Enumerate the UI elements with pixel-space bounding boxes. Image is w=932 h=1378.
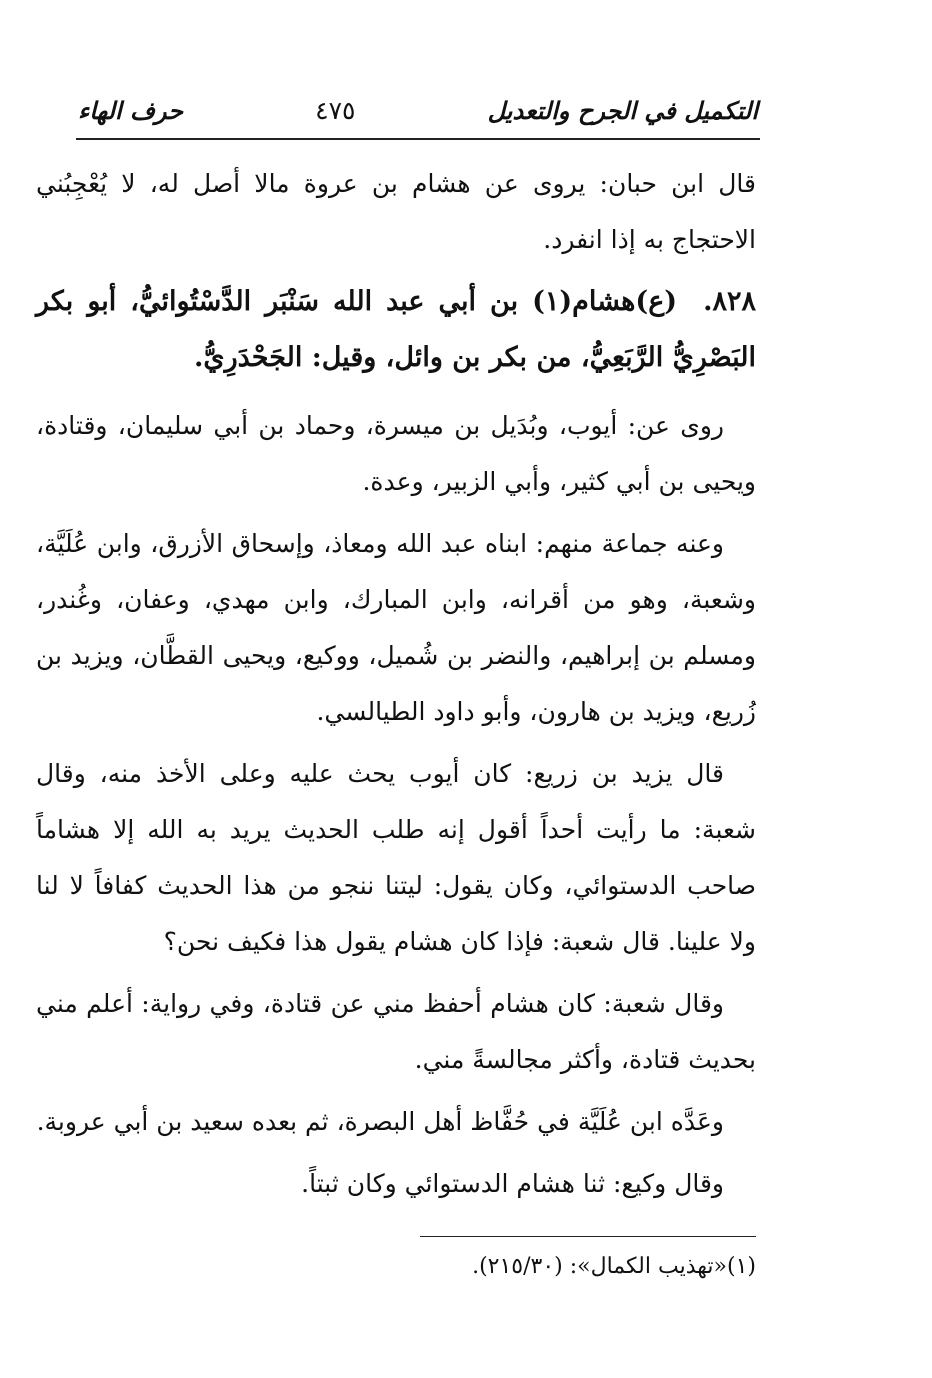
paragraph-ibn-ulayya: وعَدَّه ابن عُلَيَّة في حُفَّاظ أهل البصرة، ثم بعده سعيد بن أبي عروبة. bbox=[36, 1107, 724, 1136]
header-section-title: حرف الهاء bbox=[78, 95, 183, 125]
paragraph-narrated-from: روى عن: أيوب، وبُدَيل بن ميسرة، وحماد بن أبي سليمان، وقتادة، ويحيى بن أبي كثير، وأبي الزبير، وعدة. bbox=[36, 411, 756, 496]
footnote: (١)«تهذيب الكمال»: (٢١٥/٣٠). bbox=[472, 1254, 756, 1279]
paragraph-yazid-shuba: قال يزيد بن زريع: كان أيوب يحث عليه وعلى الأخذ منه، وقال شعبة: ما رأيت أحداً أقول إنه طلب الحديث يريد به الله إلا هشاماً صاحب الدستوائي، وكان يقول: ليتنا ننجو من هذا الحديث كفافاً لا لنا ولا علينا. قال شعبة: فإذا كان هشام يقول هذا فكيف نحن؟ bbox=[36, 759, 756, 956]
footnote-rule bbox=[420, 1236, 756, 1237]
header-rule bbox=[76, 138, 760, 140]
running-header bbox=[78, 88, 758, 132]
entry-number: ٨٢٨. bbox=[703, 286, 756, 317]
paragraph-shuba-qatada: وقال شعبة: كان هشام أحفظ مني عن قتادة، وفي رواية: أعلم مني بحديث قتادة، وأكثر مجالسةً مني. bbox=[36, 989, 756, 1074]
paragraph-ibn-hibban: قال ابن حبان: يروى عن هشام بن عروة مالا أصل له، لا يُعْجِبُني الاحتجاج به إذا انفرد. bbox=[36, 169, 756, 254]
entry-title: (ع)هشام(١) بن أبي عبد الله سَنْبَر الدَّسْتُوائيُّ، أبو بكر البَصْرِيُّ الرَّبَعِيُّ، من بكر بن وائل، وقيل: الجَحْدَرِيُّ. bbox=[36, 286, 756, 373]
paragraph-waki: وقال وكيع: ثنا هشام الدستوائي وكان ثبتاً. bbox=[301, 1169, 724, 1198]
paragraph-narrators: وعنه جماعة منهم: ابناه عبد الله ومعاذ، وإسحاق الأزرق، وابن عُلَيَّة، وشعبة، وهو من أقرانه، وابن المبارك، وابن مهدي، وعفان، وغُندر، ومسلم بن إبراهيم، والنضر بن شُميل، ووكيع، ويحيى القطَّان، ويزيد بن زُريع، ويزيد بن هارون، وأبو داود الطيالسي. bbox=[36, 529, 756, 726]
header-book-title: التكميل في الجرح والتعديل bbox=[487, 95, 758, 125]
header-page-number: ٤٧٥ bbox=[315, 95, 356, 125]
body-text bbox=[36, 156, 756, 1218]
entry-heading bbox=[36, 274, 756, 386]
